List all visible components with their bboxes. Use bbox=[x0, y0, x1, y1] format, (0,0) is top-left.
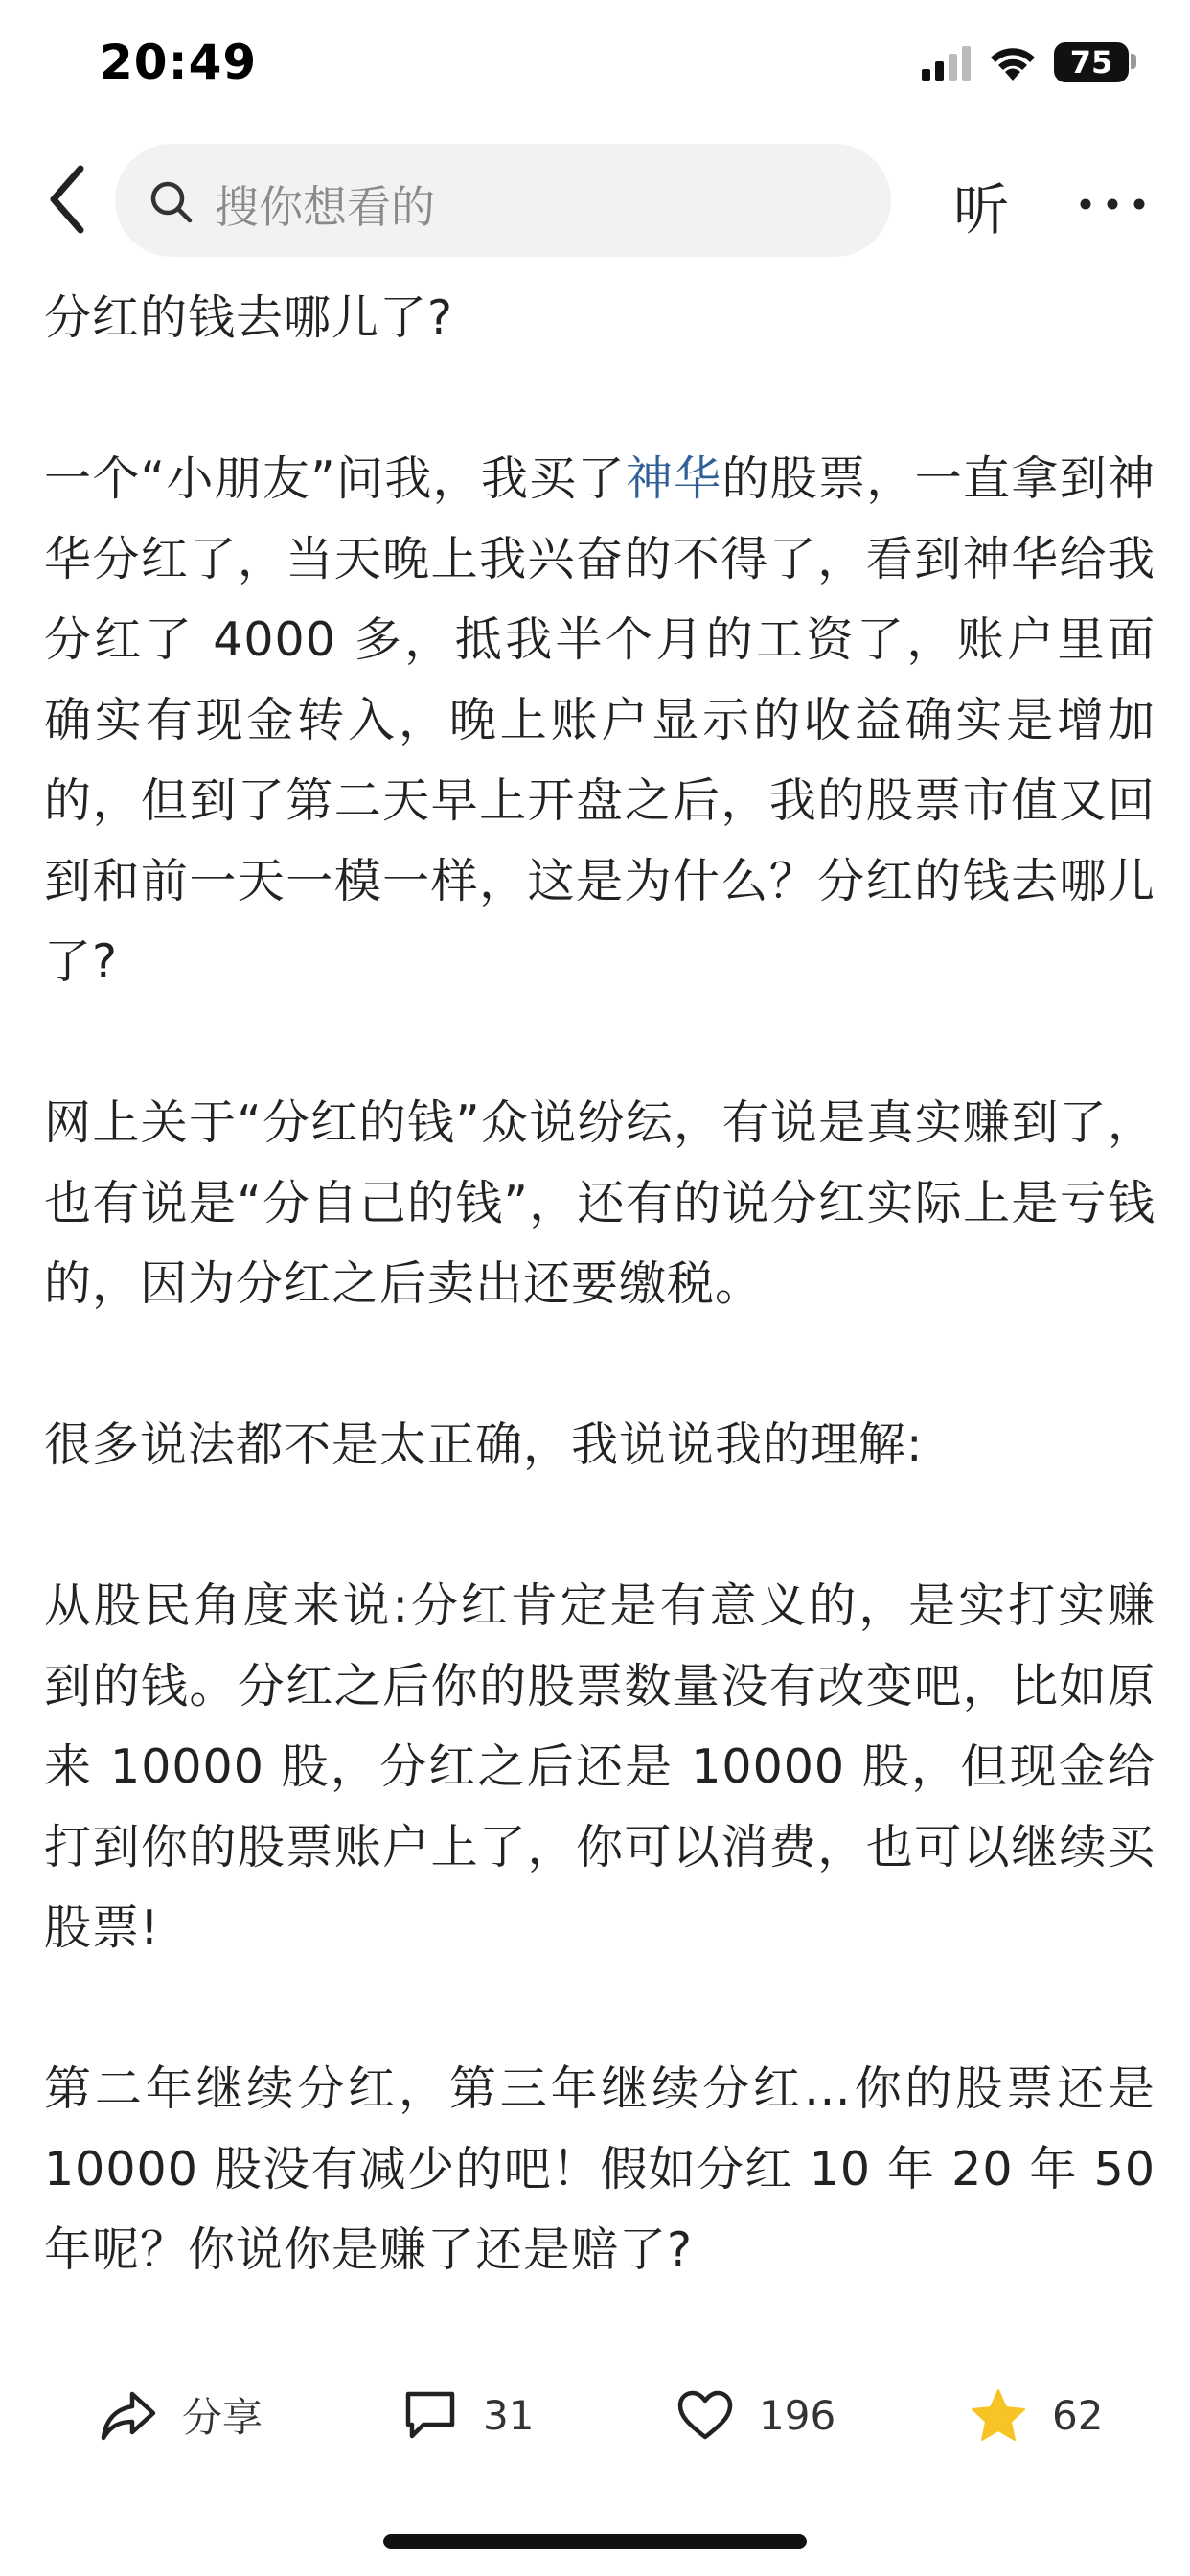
paragraph-text: 一个“小朋友”问我，我买了 bbox=[44, 451, 626, 506]
search-input[interactable] bbox=[115, 144, 891, 257]
home-indicator bbox=[383, 2534, 807, 2549]
article-paragraph: 分红的钱去哪儿了? bbox=[44, 290, 454, 345]
star-icon bbox=[970, 2387, 1027, 2443]
share-label: 分享 bbox=[182, 2394, 263, 2441]
like-button[interactable] bbox=[676, 2377, 835, 2453]
listen-button[interactable]: 听 bbox=[953, 177, 1010, 242]
share-button[interactable] bbox=[100, 2377, 263, 2453]
paragraph-text: 的股票，一直拿到神华分红了，当天晚上我兴奋的不得了，看到神华给我分红了 4000 多，抵我半个月的工资了，账户里面确实有现金转入，晚上账户显示的收益确实是增加的，但到了第二天早上开盘之后，我的股票市值又回到和前一天一模一样，这是为什么？分红的钱去哪儿了? bbox=[44, 451, 1156, 989]
status-bar bbox=[0, 0, 1190, 134]
heart-icon bbox=[676, 2389, 734, 2441]
action-bar bbox=[0, 2377, 1190, 2453]
article-body bbox=[44, 278, 1156, 2371]
chevron-left-icon[interactable] bbox=[42, 163, 96, 236]
article-paragraph: 网上关于“分红的钱”众说纷纭，有说是真实赚到了，也有说是“分自己的钱”，还有的说分红实际上是亏钱的，因为分红之后卖出还要缴税。 bbox=[44, 1095, 1156, 1311]
battery-cap bbox=[1131, 54, 1136, 69]
article-paragraph: 第二年继续分红，第三年继续分红…你的股票还是 10000 股没有减少的吧！假如分红 10 年 20 年 50 年呢？你说你是赚了还是赔了? bbox=[44, 2061, 1156, 2277]
wifi-icon bbox=[987, 42, 1039, 82]
favorite-count: 62 bbox=[1052, 2391, 1104, 2439]
search-icon bbox=[149, 180, 194, 224]
battery-icon: 75 bbox=[1054, 42, 1129, 82]
status-time: 20:49 bbox=[100, 34, 258, 90]
more-dots-icon[interactable] bbox=[1079, 197, 1146, 211]
comment-button[interactable] bbox=[402, 2377, 534, 2453]
like-count: 196 bbox=[759, 2391, 836, 2439]
comment-icon bbox=[402, 2388, 458, 2442]
comment-count: 31 bbox=[483, 2391, 535, 2439]
share-icon bbox=[100, 2388, 157, 2442]
article-paragraph: 从股民角度来说:分红肯定是有意义的，是实打实赚到的钱。分红之后你的股票数量没有改变吧，比如原来 10000 股，分红之后还是 10000 股，但现金给打到你的股票账户上了，你可以消费，也可以继续买股票! bbox=[44, 1578, 1156, 1955]
stock-link-shenhua[interactable]: 神华 bbox=[625, 451, 722, 506]
article-paragraph: 很多说法都不是太正确，我说说我的理解: bbox=[44, 1417, 924, 1472]
signal-icon bbox=[922, 46, 973, 80]
article-paragraph bbox=[44, 439, 1156, 1002]
favorite-button[interactable] bbox=[970, 2377, 1103, 2453]
search-placeholder: 搜你想看的 bbox=[215, 181, 435, 233]
